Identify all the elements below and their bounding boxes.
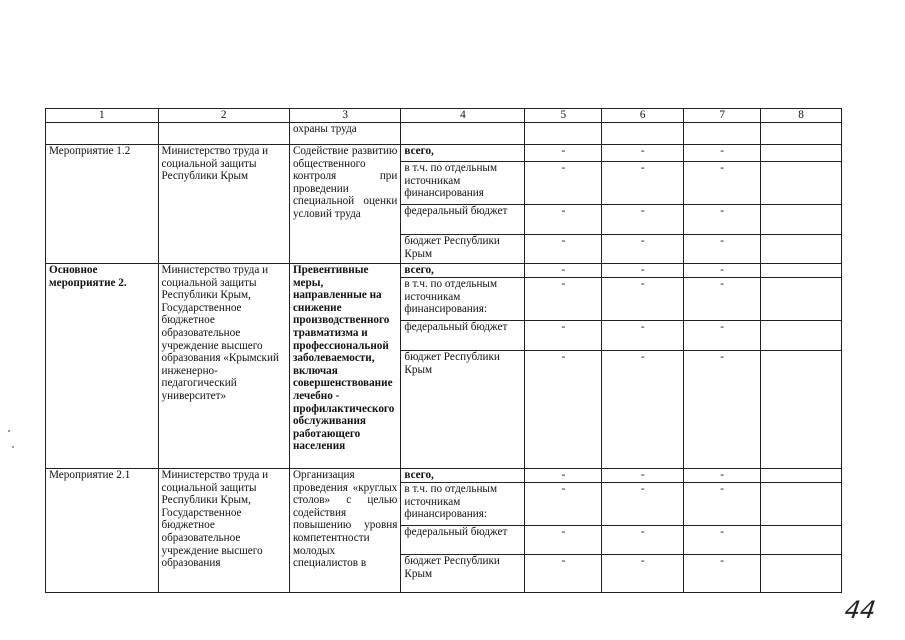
value-cell: - bbox=[684, 264, 761, 278]
value-cell: - bbox=[684, 351, 761, 469]
value-cell bbox=[760, 483, 841, 526]
value-cell bbox=[760, 526, 841, 555]
value-cell bbox=[760, 264, 841, 278]
value-cell: - bbox=[525, 264, 602, 278]
value-cell: - bbox=[684, 205, 761, 235]
value-cell bbox=[760, 351, 841, 469]
value-cell: - bbox=[684, 526, 761, 555]
funding-source: всего, bbox=[401, 264, 525, 278]
table-row bbox=[46, 469, 842, 483]
executor-cell: Министерство труда и социальной защиты Республики Крым bbox=[158, 145, 289, 264]
value-cell: - bbox=[602, 351, 684, 469]
header-cell: 1 bbox=[46, 109, 159, 123]
executor-cell: Министерство труда и социальной защиты Республики Крым, Государственное бюджетное образовательное учреждение высшего образования bbox=[158, 469, 289, 593]
value-cell: - bbox=[525, 145, 602, 162]
description-cell: охраны труда bbox=[289, 123, 400, 145]
value-cell bbox=[760, 145, 841, 162]
scan-speck bbox=[12, 446, 14, 448]
funding-source: федеральный бюджет bbox=[401, 205, 525, 235]
value-cell: - bbox=[525, 555, 602, 593]
value-cell: - bbox=[602, 145, 684, 162]
description-cell: Превентивные меры, направленные на снижение производственного травматизма и профессиональной заболеваемости, включая совершенствование лечебно - профилактического обслуживания работающего населения bbox=[289, 264, 400, 469]
funding-source: федеральный бюджет bbox=[401, 321, 525, 351]
value-cell: - bbox=[525, 278, 602, 321]
value-cell bbox=[760, 235, 841, 264]
funding-source: бюджет Республики Крым bbox=[401, 351, 525, 469]
table-cell bbox=[684, 123, 761, 145]
value-cell: - bbox=[525, 321, 602, 351]
funding-source: бюджет Республики Крым bbox=[401, 555, 525, 593]
table-row bbox=[46, 264, 842, 278]
measure-name: Мероприятие 2.1 bbox=[46, 469, 159, 593]
funding-source: в т.ч. по отдельным источникам финансирования bbox=[401, 162, 525, 205]
measure-name: Основное мероприятие 2. bbox=[46, 264, 159, 469]
value-cell: - bbox=[684, 555, 761, 593]
value-cell: - bbox=[525, 469, 602, 483]
value-cell: - bbox=[525, 162, 602, 205]
page-number: 44 bbox=[843, 596, 878, 624]
table-cell bbox=[46, 123, 159, 145]
value-cell: - bbox=[684, 483, 761, 526]
description-cell: Организация проведения «круглых столов» с целью содействия повышению уровня компетентности молодых специалистов в bbox=[289, 469, 400, 593]
header-row bbox=[46, 109, 842, 123]
funding-source: бюджет Республики Крым bbox=[401, 235, 525, 264]
value-cell bbox=[760, 555, 841, 593]
executor-cell: Министерство труда и социальной защиты Республики Крым, Государственное бюджетное образовательное учреждение высшего образования «Крымский инженерно-педагогический университет» bbox=[158, 264, 289, 469]
value-cell: - bbox=[684, 145, 761, 162]
value-cell bbox=[760, 278, 841, 321]
table-cell bbox=[401, 123, 525, 145]
value-cell: - bbox=[684, 278, 761, 321]
value-cell: - bbox=[602, 205, 684, 235]
header-cell: 5 bbox=[525, 109, 602, 123]
value-cell: - bbox=[602, 555, 684, 593]
value-cell: - bbox=[525, 351, 602, 469]
header-cell: 6 bbox=[602, 109, 684, 123]
table-cell bbox=[525, 123, 602, 145]
header-cell: 2 bbox=[158, 109, 289, 123]
header-cell: 3 bbox=[289, 109, 400, 123]
value-cell: - bbox=[602, 321, 684, 351]
value-cell: - bbox=[602, 162, 684, 205]
value-cell: - bbox=[525, 526, 602, 555]
value-cell: - bbox=[684, 235, 761, 264]
value-cell: - bbox=[684, 321, 761, 351]
value-cell bbox=[760, 321, 841, 351]
scan-speck bbox=[8, 430, 10, 432]
value-cell: - bbox=[602, 235, 684, 264]
value-cell: - bbox=[602, 264, 684, 278]
value-cell: - bbox=[602, 469, 684, 483]
value-cell bbox=[760, 205, 841, 235]
value-cell: - bbox=[602, 483, 684, 526]
program-table bbox=[45, 108, 842, 593]
continuation-row bbox=[46, 123, 842, 145]
table-cell bbox=[158, 123, 289, 145]
value-cell bbox=[760, 469, 841, 483]
funding-source: всего, bbox=[401, 145, 525, 162]
value-cell: - bbox=[684, 469, 761, 483]
value-cell: - bbox=[602, 278, 684, 321]
table-cell bbox=[602, 123, 684, 145]
value-cell bbox=[760, 162, 841, 205]
funding-source: в т.ч. по отдельным источникам финансирования: bbox=[401, 278, 525, 321]
header-cell: 4 bbox=[401, 109, 525, 123]
value-cell: - bbox=[684, 162, 761, 205]
header-cell: 7 bbox=[684, 109, 761, 123]
value-cell: - bbox=[525, 235, 602, 264]
funding-source: всего, bbox=[401, 469, 525, 483]
value-cell: - bbox=[525, 483, 602, 526]
value-cell: - bbox=[525, 205, 602, 235]
value-cell: - bbox=[602, 526, 684, 555]
measure-name: Мероприятие 1.2 bbox=[46, 145, 159, 264]
description-cell: Содействие развитию общественного контроля при проведении специальной оценки условий труда bbox=[289, 145, 400, 264]
funding-source: федеральный бюджет bbox=[401, 526, 525, 555]
table-cell bbox=[760, 123, 841, 145]
header-cell: 8 bbox=[760, 109, 841, 123]
table-row bbox=[46, 145, 842, 162]
funding-source: в т.ч. по отдельным источникам финансирования: bbox=[401, 483, 525, 526]
